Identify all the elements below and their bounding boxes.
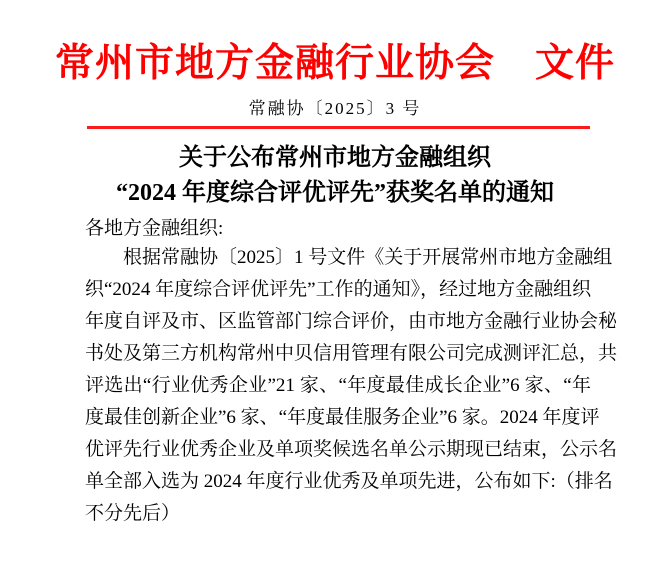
- paragraph-line-1: 根据常融协〔2025〕1 号文件《关于开展常州市地方金融组: [123, 247, 613, 268]
- red-separator-rule: [87, 126, 590, 129]
- paragraph-line-7: 优评先行业优秀企业及单项奖候选名单公示期现已结束，公示名: [85, 439, 618, 460]
- paragraph-line-4: 书处及第三方机构常州中贝信用管理有限公司完成测评汇总，共: [85, 343, 618, 364]
- paragraph-line-8: 单全部入选为 2024 年度行业优秀及单项先进，公布如下:（排名: [85, 471, 613, 492]
- salutation: 各地方金融组织:: [85, 218, 224, 239]
- body-paragraph: [85, 242, 618, 530]
- doc-number: 常融协〔2025〕3 号: [248, 99, 422, 118]
- document-page: [0, 40, 670, 572]
- notice-title-line-1: 关于公布常州市地方金融组织: [179, 145, 491, 171]
- paragraph-line-3: 年度自评及市、区监管部门综合评价，由市地方金融行业协会秘: [85, 311, 618, 332]
- paragraph-line-5: 评选出“行业优秀企业”21 家、“年度最佳成长企业”6 家、“年: [85, 375, 591, 396]
- notice-title: [0, 141, 670, 211]
- paragraph-line-6: 度最佳创新企业”6 家、“年度最佳服务企业”6 家。2024 年度评: [85, 407, 600, 428]
- paragraph-line-9: 不分先后）: [85, 503, 181, 524]
- org-title: 常州市地方金融行业协会 文件: [54, 42, 615, 85]
- document-body: [85, 216, 618, 530]
- notice-title-line-2: “2024 年度综合评优评先”获奖名单的通知: [116, 180, 554, 206]
- paragraph-line-2: 织“2024 年度综合评优评先”工作的通知》，经过地方金融组织: [85, 279, 592, 300]
